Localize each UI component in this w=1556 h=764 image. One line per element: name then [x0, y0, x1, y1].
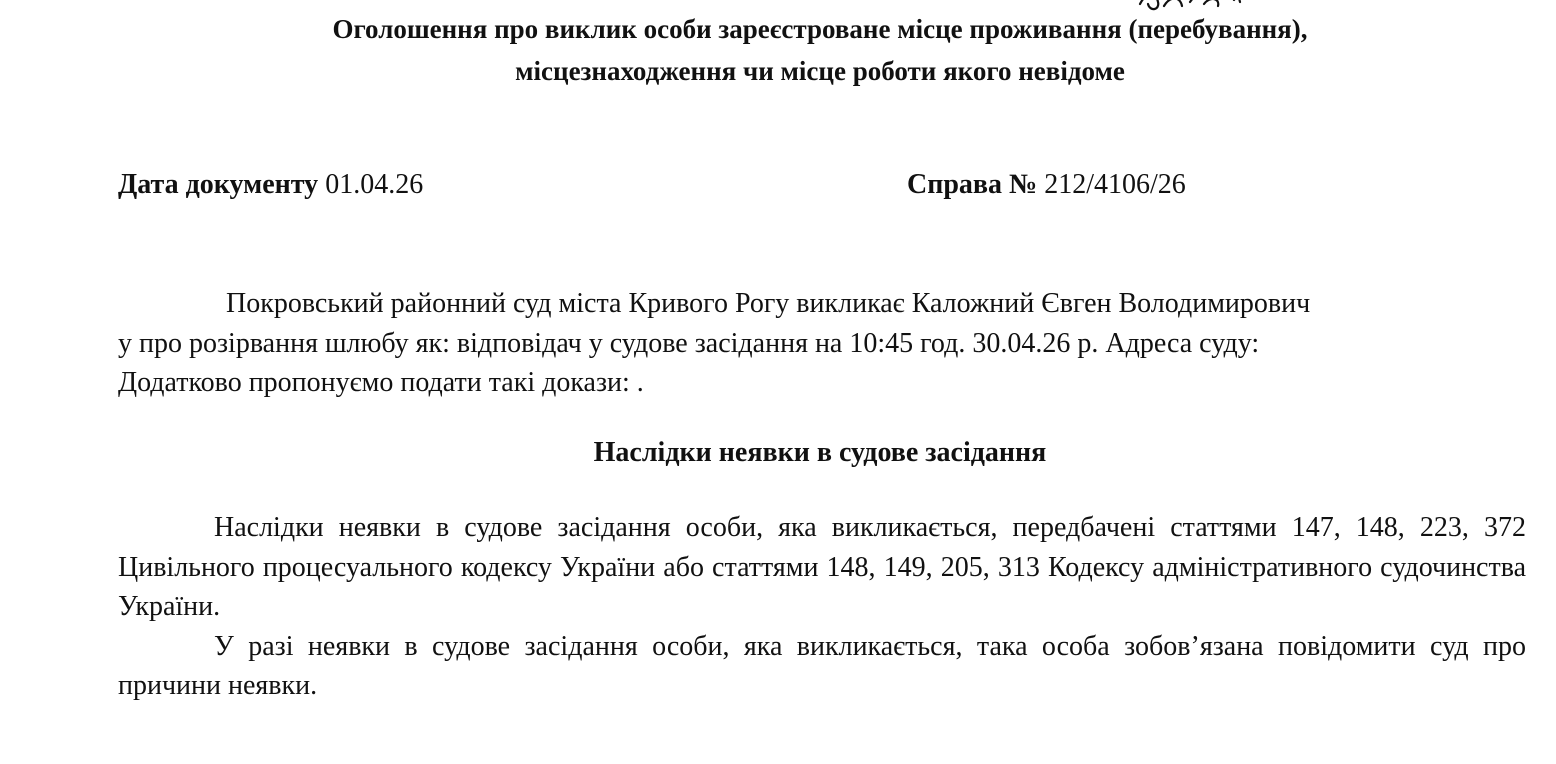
case-label: Справа №: [907, 169, 1038, 200]
summons-line-3: Додатково пропонуємо подати такі докази: .: [118, 367, 644, 398]
section-heading: Наслідки неявки в судове засідання: [593, 437, 1047, 468]
document-date: [118, 168, 423, 202]
summons-line-1: Покровський районний суд міста Кривого Рогу викликає Каложний Євген Володимирович: [226, 288, 1311, 319]
case-value: 212/4106/26: [1044, 169, 1186, 200]
consequences-section: [118, 508, 1526, 706]
document-title-line-1: Оголошення про виклик особи зареєстроване місце проживання (перебування),: [332, 14, 1308, 44]
summons-line-2: у про розірвання шлюбу як: відповідач у судове засідання на 10:45 год. 30.04.26 р. Адреса суду:: [118, 327, 1260, 359]
date-label: Дата документу: [118, 169, 319, 200]
date-value: 01.04.26: [325, 169, 424, 200]
document-title-line-2: місцезнаходження чи місце роботи якого невідоме: [515, 56, 1125, 86]
summons-paragraph: [118, 284, 1526, 403]
consequences-paragraph-1: Наслідки неявки в судове засідання особи, яка викликається, передбачені статтями 147, 148, 223, 372 Цивільного процесуального кодексу України або статтями 148, 149, 205, 313 Кодексу адміністративного судочинства України.: [118, 512, 1526, 622]
consequences-paragraph-2: У разі неявки в судове засідання особи, яка викликається, така особа зобов’язана повідомити суд про причини неявки.: [118, 630, 1526, 701]
case-number: [907, 168, 1186, 202]
